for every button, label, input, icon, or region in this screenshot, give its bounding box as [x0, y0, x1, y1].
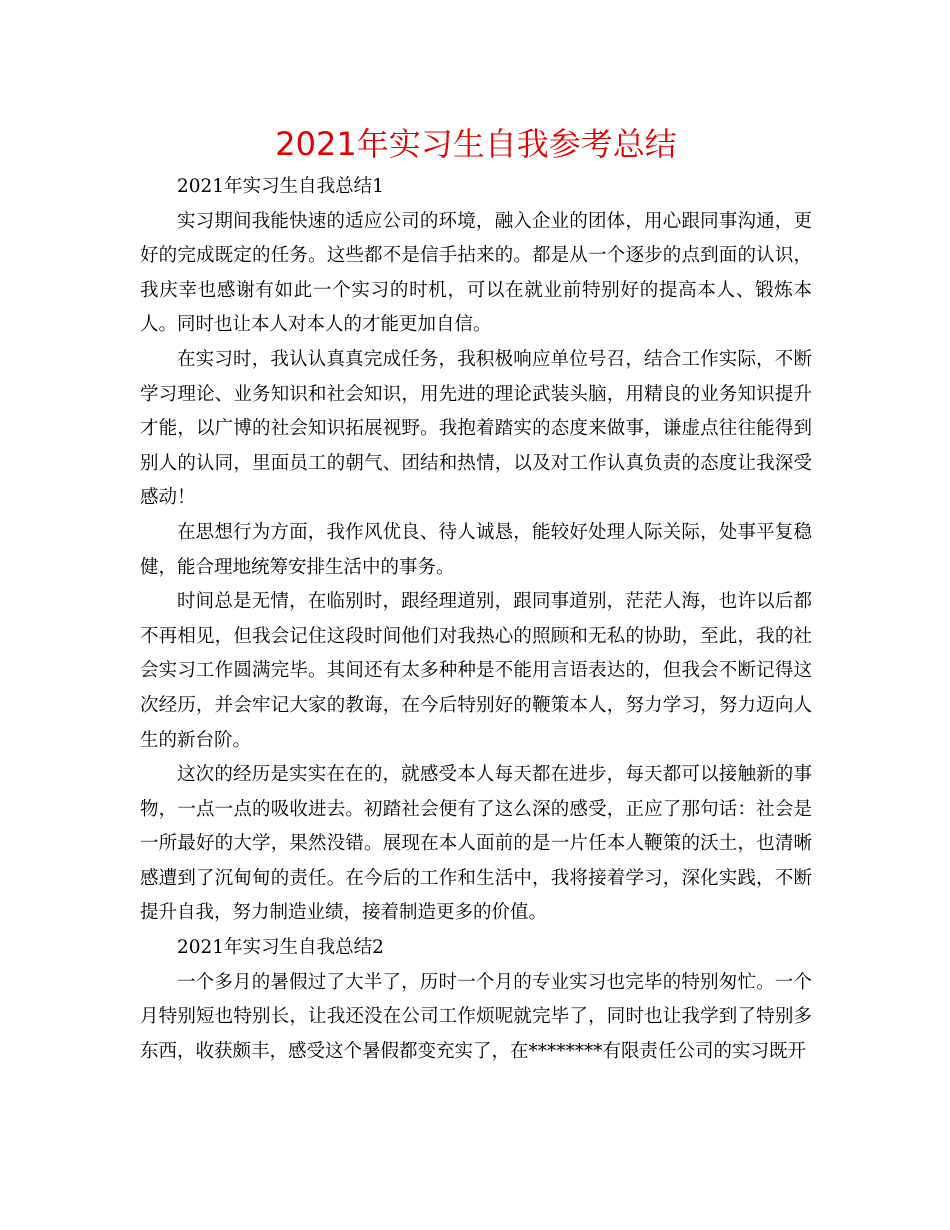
paragraph: 这次的经历是实实在在的，就感受本人每天都在进步，每天都可以接触新的事物，一点一点的吸收进去。初踏社会便有了这么深的感受，正应了那句话：社会是一所最好的大学，果然没错。展现在本人面前的是一片任本人鞭策的沃土，也清晰感遭到了沉甸甸的责任。在今后的工作和生活中，我将接着学习，深化实践，不断提升自我，努力制造业绩，接着制造更多的价值。 [140, 764, 812, 924]
paragraph: 在实习时，我认认真真完成任务，我积极响应单位号召，结合工作实际，不断学习理论、业务知识和社会知识，用先进的理论武装头脑，用精良的业务知识提升才能，以广博的社会知识拓展视野。我抱着踏实的态度来做事，谦虚点往往能得到别人的认同，里面员工的朝气、团结和热情，以及对工作认真负责的态度让我深受感动！ [140, 348, 812, 509]
document-page [140, 122, 812, 1069]
section-heading-2: 2021年实习生自我总结2 [177, 937, 384, 959]
section-heading-1: 2021年实习生自我总结1 [177, 176, 384, 197]
paragraph: 一个多月的暑假过了大半了，历时一个月的专业实习也完毕的特别匆忙。一个月特别短也特别长，让我还没在公司工作烦呢就完毕了，同时也让我学到了特别多东西，收获颇丰，感受这个暑假都变充实了，在********有限责任公司的实习既开 [140, 971, 812, 1062]
paragraph: 时间总是无情，在临别时，跟经理道别，跟同事道别，茫茫人海，也许以后都不再相见，但我会记住这段时间他们对我热心的照顾和无私的协助，至此，我的社会实习工作圆满完毕。其间还有太多种种是不能用言语表达的，但我会不断记得这次经历，并会牢记大家的教诲，在今后特别好的鞭策本人，努力学习，努力迈向人生的新台阶。 [140, 591, 812, 751]
paragraph: 在思想行为方面，我作风优良、待人诚恳，能较好处理人际关际，处事平复稳健，能合理地统筹安排生活中的事务。 [140, 521, 812, 578]
paragraph: 实习期间我能快速的适应公司的环境，融入企业的团体，用心跟同事沟通，更好的完成既定的任务。这些都不是信手拈来的。都是从一个逐步的点到面的认识，我庆幸也感谢有如此一个实习的时机，可以在就业前特别好的提高本人、锻炼本人。同时也让本人对本人的才能更加自信。 [140, 210, 812, 336]
document-title: 2021年实习生自我参考总结 [275, 125, 677, 163]
